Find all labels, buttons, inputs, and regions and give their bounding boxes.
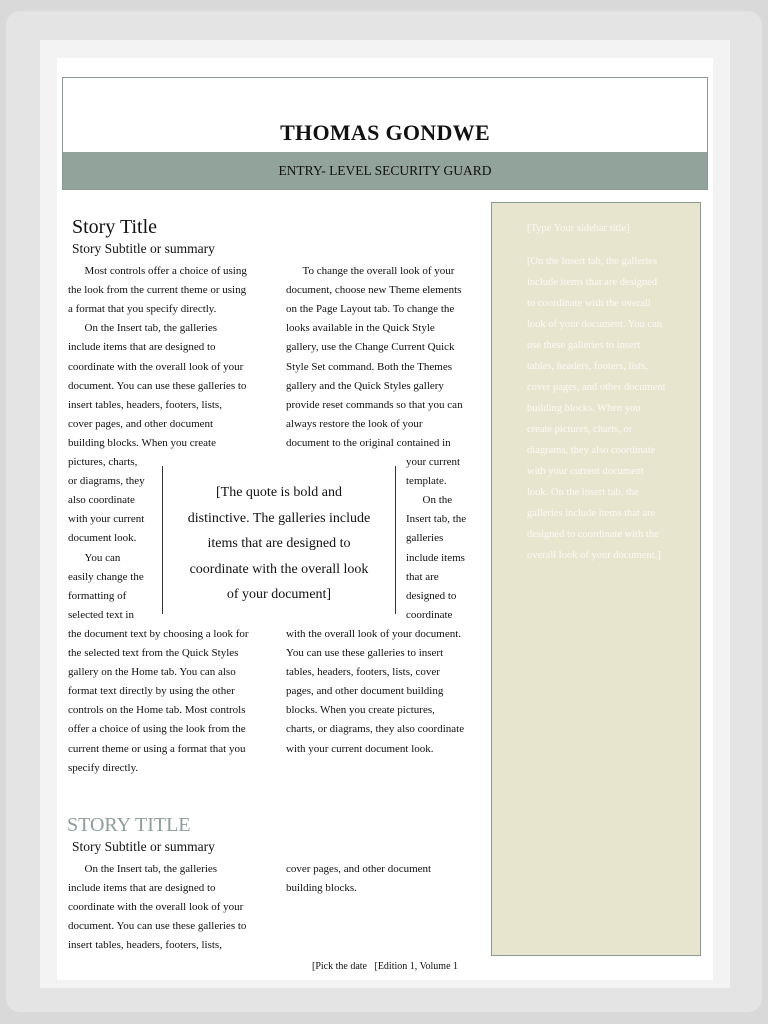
body-text-line: insert tables, headers, footers, lists, (68, 398, 222, 411)
body-text-line: document look. (68, 532, 137, 545)
body-text-line: pictures, charts, (68, 456, 138, 468)
body-text-line: that are (406, 570, 439, 583)
body-text-line: designed to (406, 589, 457, 602)
body-text-line: controls on the Home tab. Most controls (68, 704, 246, 717)
body-text-line: include items (406, 551, 465, 564)
body-text-line: charts, or diagrams, they also coordinate (286, 723, 465, 736)
pull-quote-line: [The quote is bold and (216, 485, 342, 500)
pull-quote-line: items that are designed to (207, 536, 351, 551)
body-text-line: the selected text from the Quick Styles (68, 647, 239, 659)
body-text-line: selected text in (68, 608, 134, 621)
sidebar-title: [Type Your sidebar title] (527, 223, 630, 234)
body-text-line: cover pages, and other document (68, 417, 214, 430)
story-title: Story Title (72, 216, 158, 238)
body-text-line: gallery and the Quick Styles gallery (286, 379, 444, 392)
body-text-line: also coordinate (68, 494, 135, 507)
body-text-line: pages, and other document building (286, 685, 444, 698)
body-text-line: Style Set command. Both the Themes (286, 360, 452, 373)
masthead-band (63, 152, 707, 189)
pull-quote-line: distinctive. The galleries include (187, 510, 371, 526)
body-text-line: offer a choice of using the look from the (68, 723, 246, 736)
body-text-line: specify directly. (68, 761, 139, 774)
body-text-line: or diagrams, they (68, 475, 145, 488)
body-text-line: coordinate with the overall look of your (68, 360, 244, 373)
pull-quote-line: coordinate with the overall look (189, 561, 369, 577)
body-text-line: To change the overall look of your (286, 265, 455, 277)
body-text-line: format text directly by using the other (68, 685, 235, 698)
body-text-line: with your current (68, 513, 145, 526)
body-text-line: cover pages, and other document (286, 863, 432, 875)
body-text-line: On the Insert tab, the galleries (68, 322, 218, 335)
body-text-line: the look from the current theme or using (68, 284, 247, 297)
body-text-line: document, choose new Theme elements (286, 284, 462, 297)
pull-quote-right-rule (395, 466, 396, 614)
sidebar-body: [On the Insert tab, the galleries include items that are designed to coordinate with the overall look of your document. You can use these galleries to insert tables, headers, footers, lists, cover pages, and other document building blocks. When you create pictures, charts, or diagrams, they also coordinate with your current document look. On the insert tab, the galleries include items that are designed to coordinate with the overall look of your document.] (527, 256, 666, 561)
body-text-line: a format that you specify directly. (68, 303, 217, 316)
pull-quote (172, 480, 386, 608)
body-text-line: provide reset commands so that you can (286, 398, 463, 411)
body-text-line: easily change the (68, 570, 144, 583)
footer-date: [Pick the date (312, 961, 367, 972)
body-text-line: document. You can use these galleries to (68, 920, 247, 933)
body-text-line: your current (406, 456, 461, 468)
body-text-line: document. You can use these galleries to (68, 379, 247, 392)
body-text-line: tables, headers, footers, lists, cover (286, 666, 440, 679)
body-text-line: with the overall look of your document. (286, 627, 462, 640)
body-text-line: gallery, use the Change Current Quick (286, 341, 455, 354)
body-text-line: building blocks. (286, 882, 357, 895)
body-text-line: galleries (406, 532, 444, 545)
sidebar-box (491, 202, 701, 956)
story2-subtitle: Story Subtitle or summary (72, 839, 215, 854)
body-text-line: template. (406, 475, 447, 488)
body-text-line: with your current document look. (286, 742, 434, 755)
body-text-line: Most controls offer a choice of using (68, 265, 247, 277)
body-text-line: blocks. When you create pictures, (286, 704, 435, 717)
masthead-name: THOMAS GONDWE (280, 120, 490, 145)
story2-title: STORY TITLE (67, 814, 191, 836)
body-text-line: document to the original contained in (286, 436, 451, 449)
footer-edition: [Edition 1, Volume 1 (374, 961, 459, 972)
body-text-line: looks available in the Quick Style (286, 322, 435, 335)
masthead (62, 77, 708, 190)
story-subtitle: Story Subtitle or summary (72, 241, 215, 256)
body-text-line: On the (406, 494, 453, 507)
masthead-subtitle: ENTRY- LEVEL SECURITY GUARD (278, 163, 492, 178)
body-text-line: coordinate (406, 608, 453, 621)
body-text-line: coordinate with the overall look of your (68, 901, 244, 914)
footer (312, 961, 458, 972)
pull-quote-left-rule (162, 466, 163, 614)
body-text-line: include items that are designed to (68, 341, 216, 354)
body-text-line: include items that are designed to (68, 882, 216, 895)
body-text-line: On the Insert tab, the galleries (68, 863, 218, 875)
body-text-line: gallery on the Home tab. You can also (68, 666, 236, 679)
pull-quote-line: of your document] (226, 587, 332, 602)
body-text-line: the document text by choosing a look for (68, 627, 249, 640)
body-text-line: Insert tab, the (406, 513, 467, 526)
body-text-line: always restore the look of your (286, 417, 423, 430)
body-text-line: You can (68, 551, 121, 564)
body-text-line: You can use these galleries to insert (286, 647, 444, 659)
body-text-line: insert tables, headers, footers, lists, (68, 939, 222, 952)
body-text-line: building blocks. When you create (68, 436, 216, 449)
body-text-line: formatting of (68, 589, 127, 602)
body-text-line: on the Page Layout tab. To change the (286, 303, 455, 316)
body-text-line: current theme or using a format that you (68, 742, 246, 755)
